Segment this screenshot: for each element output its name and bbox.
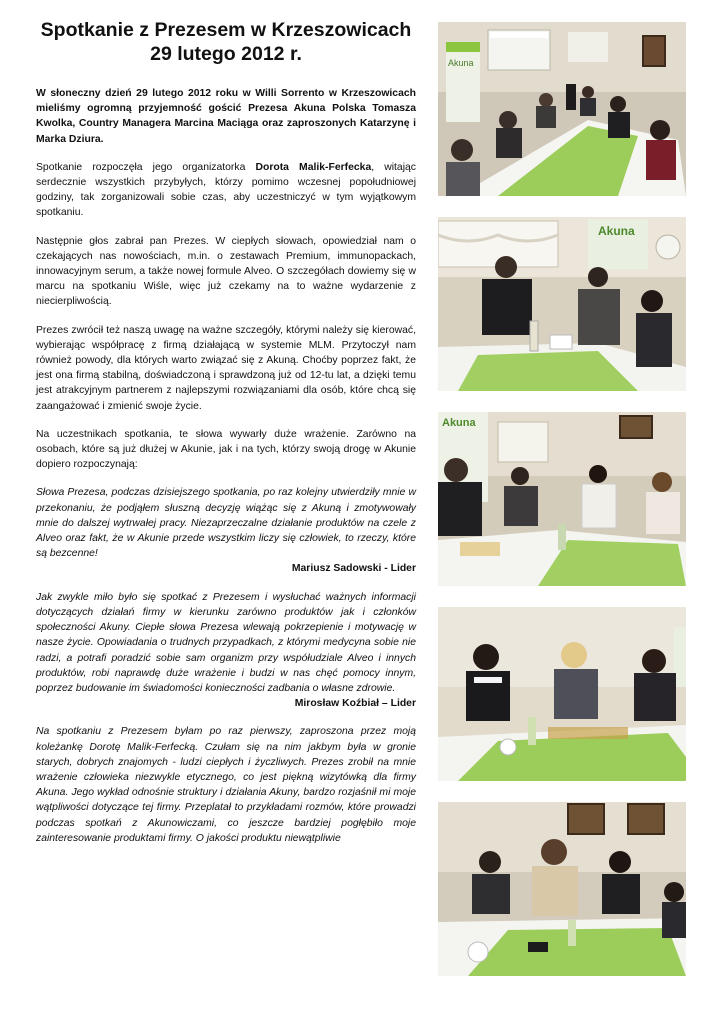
president-news-paragraph: Następnie głos zabrał pan Prezes. W ciepłych słowach, opowiedział nam o czekających nas nowościach, m.in. o zestawach Premium, immunopackach, innowacyjnym serum, a także nowej formule Alveo. O szczegółach dowiemy się w marcu na spotkaniu Wiśle, więc już czekamy na to ważne wydarzenie z niecierpliwością. [36,235,416,308]
quote-author: Mariusz Sadowski - Lider [291,563,416,575]
meeting-photo [438,802,686,976]
quote-text: Jak zwykle miło było się spotkać z Prezesem i wysłuchać ważnych informacji dotyczących działań firmy w kierunku zarówno produktów jak i członków społeczności Akuny. Ciepłe słowa Prezesa wlewają pokrzepienie i motywację w nasze życie. Opowiadania o trudnych przypadkach, z którymi medycyna sobie nie radzi, a potrafi poradzić sobie sam organizm przy współudziale Alveo i innych produktów, robi naprawdę duże wrażenie i budzi w nas chęć pomocy innym, poprzez budowanie im świadomości konieczności zadbania o własne zdrowie. [36,591,416,694]
quote-author: Mirosław Koźbiał – Lider [294,698,416,710]
meeting-photo [438,217,686,391]
title-line-1: Spotkanie z Prezesem w Krzeszowicach [40,19,412,41]
akuna-banner-text: Akuna [448,58,474,68]
quote-text: Słowa Prezesa, podczas dzisiejszego spotkania, po raz kolejny utwierdziły mnie w przekonaniu, że podjąłem słuszną decyzję wiążąc się z Akuną i zmotywowały mnie do dalszej wytrwałej pracy. Niezaprzeczalne działanie produktów na czele z Alveo oraz fakt, że w Akunie przede wszystkim liczy się człowiek, to rzeczy, które są bezcenne! [36,487,416,560]
article-text-column [36,18,416,846]
akuna-banner-text: Akuna [598,224,635,238]
article-title [36,18,416,66]
intro-paragraph: W słoneczny dzień 29 lutego 2012 roku w Willi Sorrento w Krzeszowicach mieliśmy ogromną przyjemność gościć Prezesa Akuna Polska Tomasza Kwolka, Country Managera Marcina Maciąga oraz zaproszonych Katarzynę i Marka Dziura. [36,88,416,145]
meeting-photo [438,607,686,781]
title-line-2: 29 lutego 2012 r. [150,43,302,65]
photo-column [438,22,686,997]
quote-text: Na spotkaniu z Prezesem byłam po raz pierwszy, zaproszona przez moją koleżankę Dorotę Malik-Ferfecką. Czułam się na nim jakbym była w gronie starych, dobrych znajomych - ludzi ciepłych i życzliwych. Prezes zrobił na mnie wrażenie człowieka niezwykle etycznego, co jest piękną wizytówką dla firmy Akuna. Jego wykład odnośnie struktury i działania Akuny, bardzo rozjaśnił mi moje wątpliwości dotyczące tej firmy. Przeplatał to przykładami rozmów, które prowadzi podczas spotkań z Akunowiczami, co jeszcze bardziej pogłębiło moje zainteresowanie produktami firmy. O jakości produktu niewątpliwie [36,726,416,844]
organizer-name: Dorota Malik-Ferfecka [255,161,372,173]
mlm-paragraph: Prezes zwrócił też naszą uwagę na ważne szczegóły, którymi należy się kierować, wybierając współpracę z firmą działającą w systemie MLM. Przytoczył nam również powody, dla których warto związać się z Akuną. Choćby poprzez fakt, że jest ona firmą stabilną, doświadczoną i sprawdzoną już od 12-tu lat, a dzięki temu jest atrakcyjnym partnerem z najlepszymi rozwiązaniami dla osób, które chcą się zaangażować i zmienić swoje życie. [36,324,416,412]
organizer-paragraph [36,160,416,221]
organizer-text-before: Spotkanie rozpoczęła jego organizatorka [36,161,256,173]
akuna-banner-text: Akuna [442,417,476,429]
organizer-text-after: , witając serdecznie wszystkich przybyłych, którzy pomimo wczesnej popołudniowej godziny, tak zorganizowali sobie czas, aby uczestniczyć w tym wyjątkowym spotkaniu. [36,161,416,219]
meeting-photo [438,412,686,586]
meeting-photo [438,22,686,196]
impression-paragraph: Na uczestnikach spotkania, te słowa wywarły duże wrażenie. Zarówno na osobach, które są już dłużej w Akunie, jak i na tych, którzy swoją drogę w Akunie dopiero rozpoczynają: [36,428,416,471]
